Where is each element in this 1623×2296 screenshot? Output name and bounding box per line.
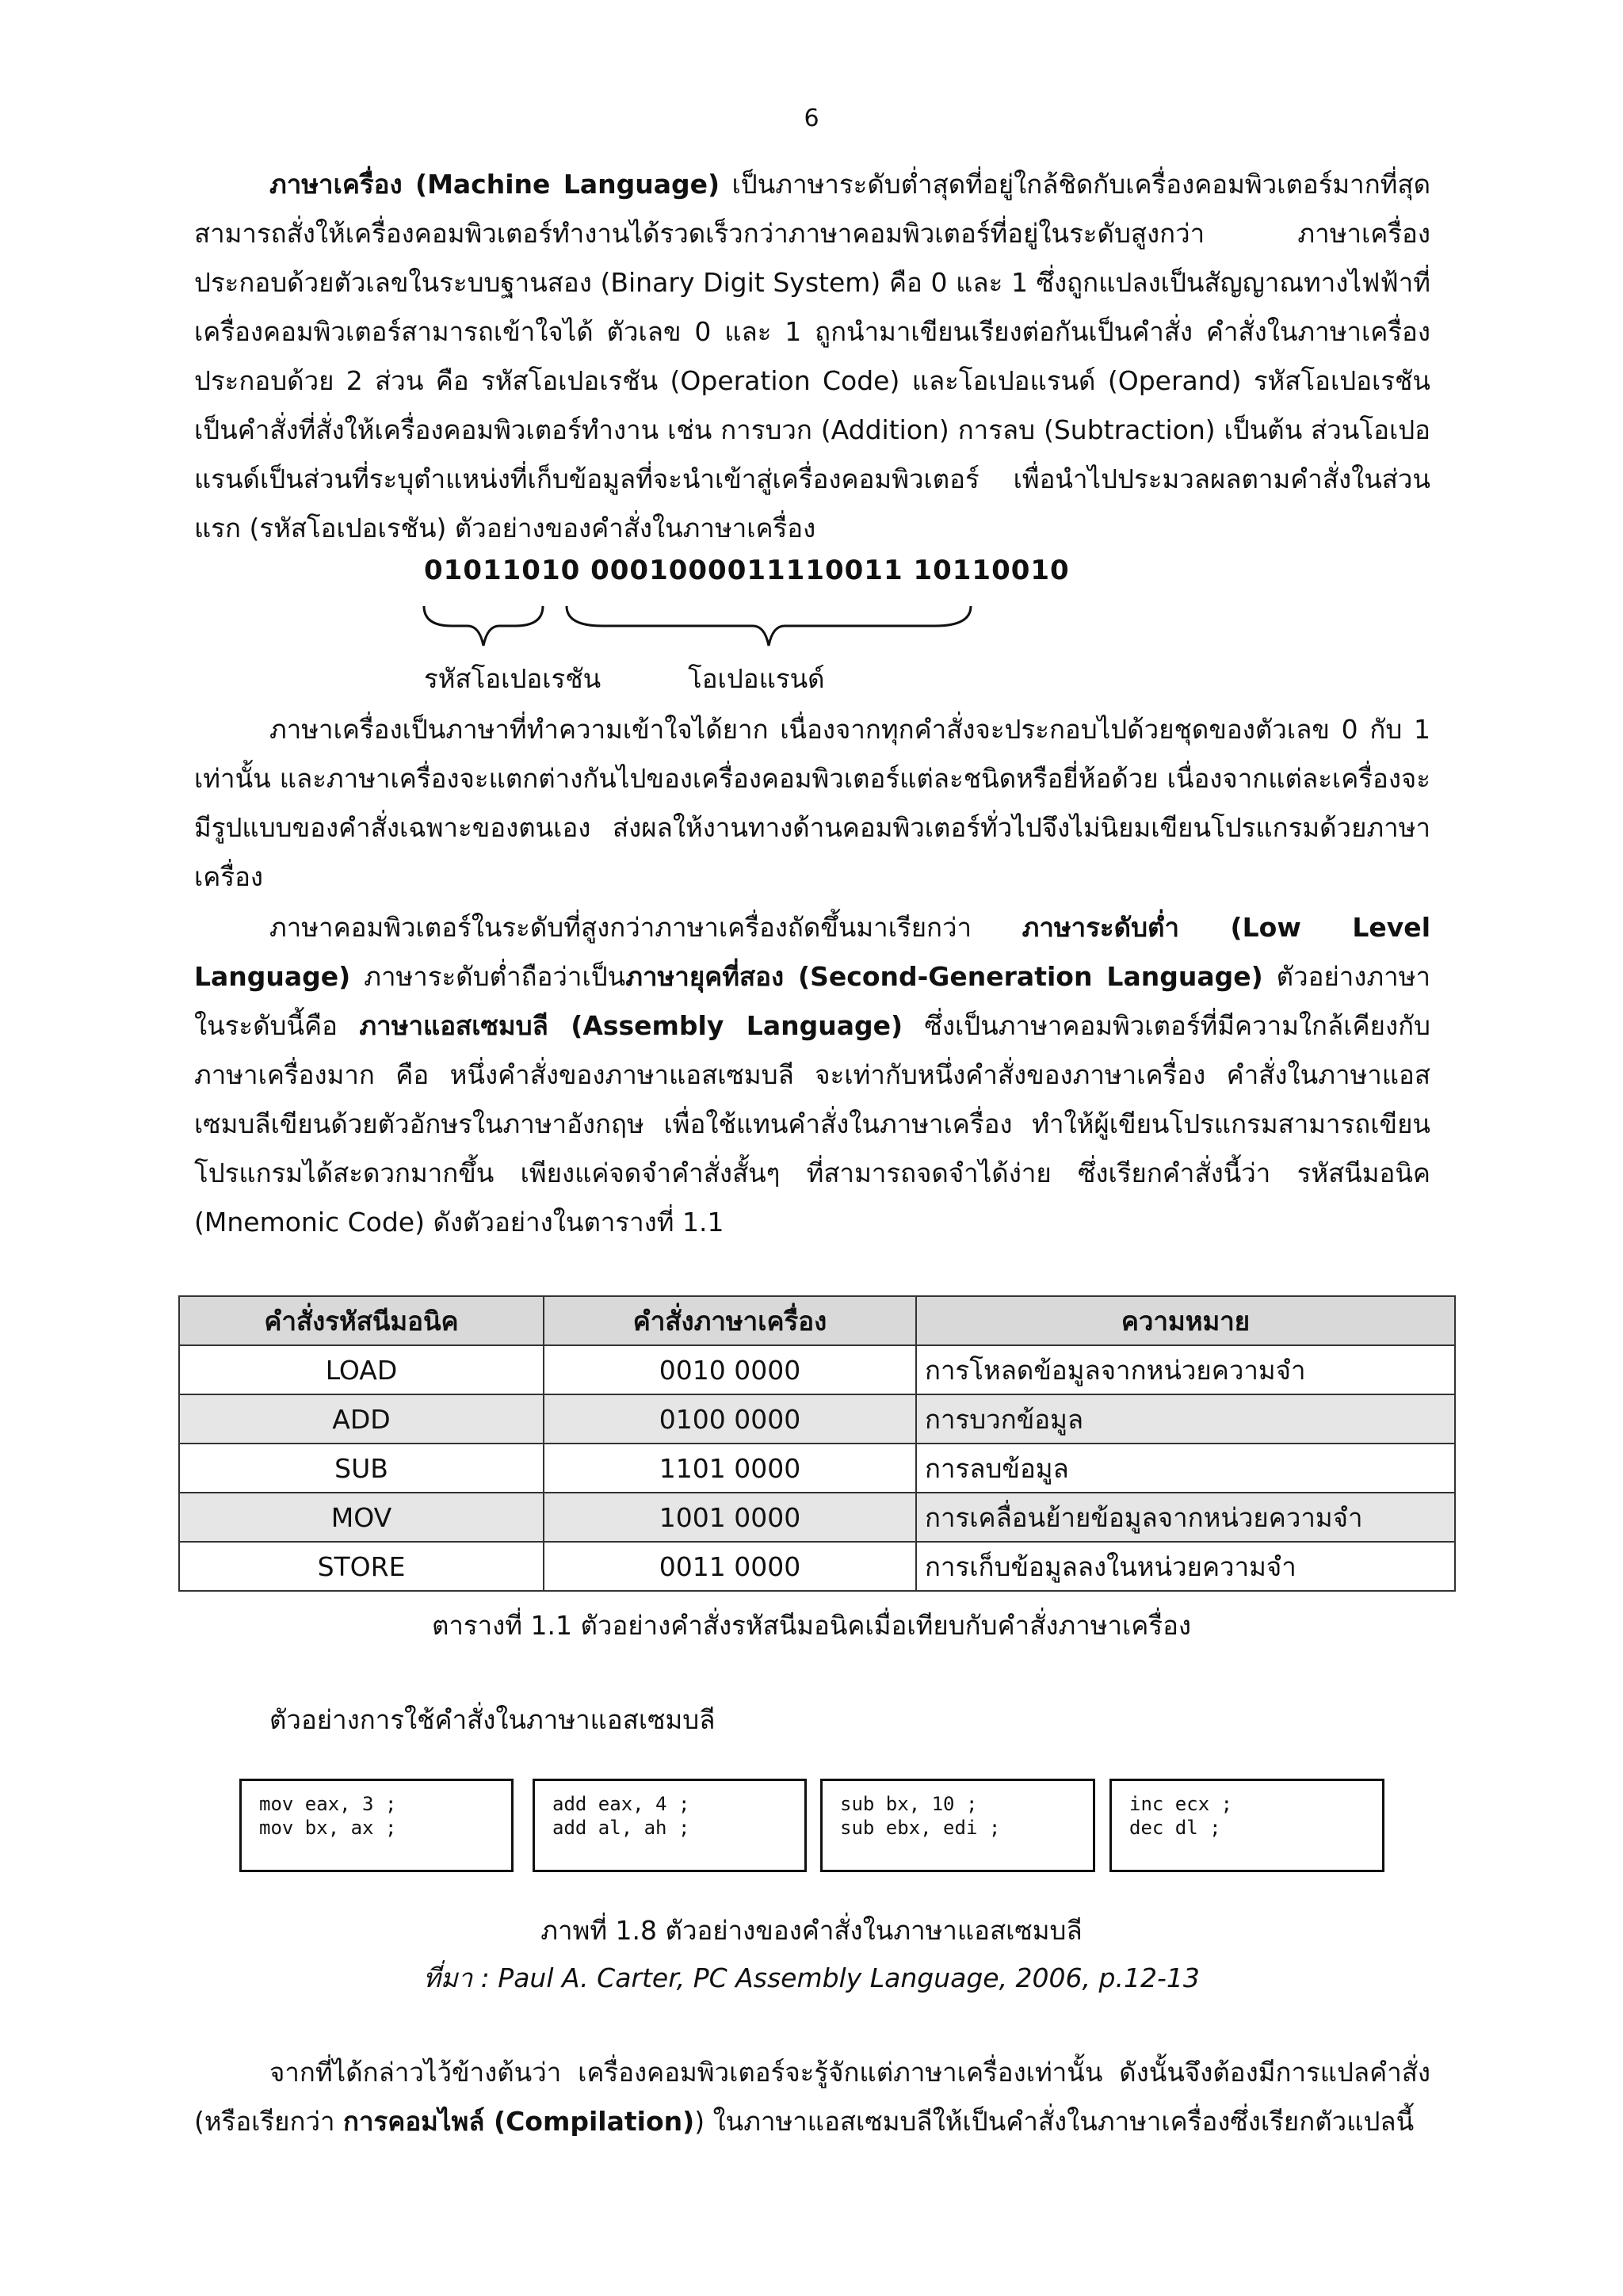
header-mnemonic: คำสั่งรหัสนีมอนิค xyxy=(179,1296,544,1345)
term-second-generation: ภาษายุคที่สอง (Second-Generation Language) xyxy=(625,961,1263,992)
machine-code-example: 01011010 0001000011110011 10110010 xyxy=(424,555,1070,586)
paragraph-machine-language xyxy=(194,160,1430,553)
header-meaning: ความหมาย xyxy=(916,1296,1455,1345)
table-header-row xyxy=(179,1296,1455,1345)
term-machine-language: ภาษาเครื่อง (Machine Language) xyxy=(269,169,720,200)
paragraph-text: เป็นภาษาระดับต่ำสุดที่อยู่ใกล้ชิดกับเครื่องคอมพิวเตอร์มากที่สุด สามารถสั่งให้เครื่องคอมพิวเตอร์ทำงานได้รวดเร็วกว่าภาษาคอมพิวเตอร์ที่อยู่ในระดับสูงกว่า ภาษาเครื่องประกอบด้วยตัวเลขในระบบฐานสอง (Binary Digit System) คือ 0 และ 1 ซึ่งถูกแปลงเป็นสัญญาณทางไฟฟ้าที่เครื่องคอมพิวเตอร์สามารถเข้าใจได้ ตัวเลข 0 และ 1 ถูกนำมาเขียนเรียงต่อกันเป็นคำสั่ง คำสั่งในภาษาเครื่องประกอบด้วย 2 ส่วน คือ รหัสโอเปอเรชัน (Operation Code) และโอเปอแรนด์ (Operand) รหัสโอเปอเรชันเป็นคำสั่งที่สั่งให้เครื่องคอมพิวเตอร์ทำงาน เช่น การบวก (Addition) การลบ (Subtraction) เป็นต้น ส่วนโอเปอแรนด์เป็นส่วนที่ระบุตำแหน่งที่เก็บข้อมูลที่จะนำเข้าสู่เครื่องคอมพิวเตอร์ เพื่อนำไปประมวลผลตามคำสั่งในส่วนแรก (รหัสโอเปอเรชัน) ตัวอย่างของคำสั่งในภาษาเครื่อง xyxy=(194,169,1431,543)
code-box-inc-dec: inc ecx ; dec dl ; xyxy=(1109,1779,1384,1872)
assembly-intro: ตัวอย่างการใช้คำสั่งในภาษาแอสเซมบลี xyxy=(269,1704,716,1735)
header-machine-code: คำสั่งภาษาเครื่อง xyxy=(544,1296,916,1345)
operand-label: โอเปอแรนด์ xyxy=(688,663,825,694)
figure-source: ที่มา : Paul A. Carter, PC Assembly Language, 2006, p.12-13 xyxy=(423,1962,1200,1993)
figure-caption: ภาพที่ 1.8 ตัวอย่างของคำสั่งในภาษาแอสเซมบลี xyxy=(540,1915,1083,1946)
term-low-level: ภาษาระดับต่ำ (Low Level Language) xyxy=(194,912,1430,992)
code-box-add: add eax, 4 ; add al, ah ; xyxy=(533,1779,807,1872)
table-row: LOAD 0010 0000 การโหลดข้อมูลจากหน่วยความจำ xyxy=(179,1345,1455,1394)
page-number: 6 xyxy=(804,105,819,132)
code-box-sub: sub bx, 10 ; sub ebx, edi ; xyxy=(820,1779,1095,1872)
opcode-brace xyxy=(424,606,543,646)
table-caption: ตารางที่ 1.1 ตัวอย่างคำสั่งรหัสนีมอนิคเมื่อเทียบกับคำสั่งภาษาเครื่อง xyxy=(431,1610,1192,1641)
brace-diagram xyxy=(420,602,975,650)
table-row: MOV 1001 0000 การเคลื่อนย้ายข้อมูลจากหน่วยความจำ xyxy=(179,1493,1455,1542)
paragraph-compilation: จากที่ได้กล่าวไว้ข้างต้นว่า เครื่องคอมพิวเตอร์จะรู้จักแต่ภาษาเครื่องเท่านั้น ดังนั้นจึงต้องมีการแปลคำสั่ง (หรือเรียกว่า การคอมไพล์ (Compilation)) ในภาษาแอสเซมบลีให้เป็นคำสั่งในภาษาเครื่องซึ่งเรียกตัวแปลนี้ xyxy=(194,2057,1430,2137)
table-row: ADD 0100 0000 การบวกข้อมูล xyxy=(179,1394,1455,1444)
operand-brace xyxy=(567,606,971,646)
paragraph-machine-difficulty: ภาษาเครื่องเป็นภาษาที่ทำความเข้าใจได้ยาก เนื่องจากทุกคำสั่งจะประกอบไปด้วยชุดของตัวเลข 0 กับ 1 เท่านั้น และภาษาเครื่องจะแตกต่างกันไปของเครื่องคอมพิวเตอร์แต่ละชนิดหรือยี่ห้อด้วย เนื่องจากแต่ละเครื่องจะมีรูปแบบของคำสั่งเฉพาะของตนเอง ส่งผลให้งานทางด้านคอมพิวเตอร์ทั่วไปจึงไม่นิยมเขียนโปรแกรมด้วยภาษาเครื่อง xyxy=(194,714,1430,892)
code-box-mov: mov eax, 3 ; mov bx, ax ; xyxy=(239,1779,514,1872)
mnemonic-table xyxy=(178,1295,1456,1592)
paragraph-low-level-language: ภาษาคอมพิวเตอร์ในระดับที่สูงกว่าภาษาเครื่องถัดขึ้นมาเรียกว่า ภาษาระดับต่ำ (Low Level Language) ภาษาระดับต่ำถือว่าเป็นภาษายุคที่สอง (Second-Generation Language) ตัวอย่างภาษาในระดับนี้คือ ภาษาแอสเซมบลี (Assembly Language) ซึ่งเป็นภาษาคอมพิวเตอร์ที่มีความใกล้เคียงกับภาษาเครื่องมาก คือ หนึ่งคำสั่งของภาษาแอสเซมบลี จะเท่ากับหนึ่งคำสั่งของภาษาเครื่อง คำสั่งในภาษาแอสเซมบลีเขียนด้วยตัวอักษรในภาษาอังกฤษ เพื่อใช้แทนคำสั่งในภาษาเครื่อง ทำให้ผู้เขียนโปรแกรมสามารถเขียนโปรแกรมได้สะดวกมากขึ้น เพียงแค่จดจำคำสั่งสั้นๆ ที่สามารถจดจำได้ง่าย ซึ่งเรียกคำสั่งนี้ว่า รหัสนีมอนิค (Mnemonic Code) ดังตัวอย่างในตารางที่ 1.1 xyxy=(194,912,1430,1238)
opcode-label: รหัสโอเปอเรชัน xyxy=(424,663,601,694)
term-assembly: ภาษาแอสเซมบลี (Assembly Language) xyxy=(359,1010,903,1041)
term-compilation: การคอมไพล์ (Compilation) xyxy=(343,2106,695,2137)
table-row: STORE 0011 0000 การเก็บข้อมูลลงในหน่วยความจำ xyxy=(179,1542,1455,1591)
table-row: SUB 1101 0000 การลบข้อมูล xyxy=(179,1444,1455,1493)
